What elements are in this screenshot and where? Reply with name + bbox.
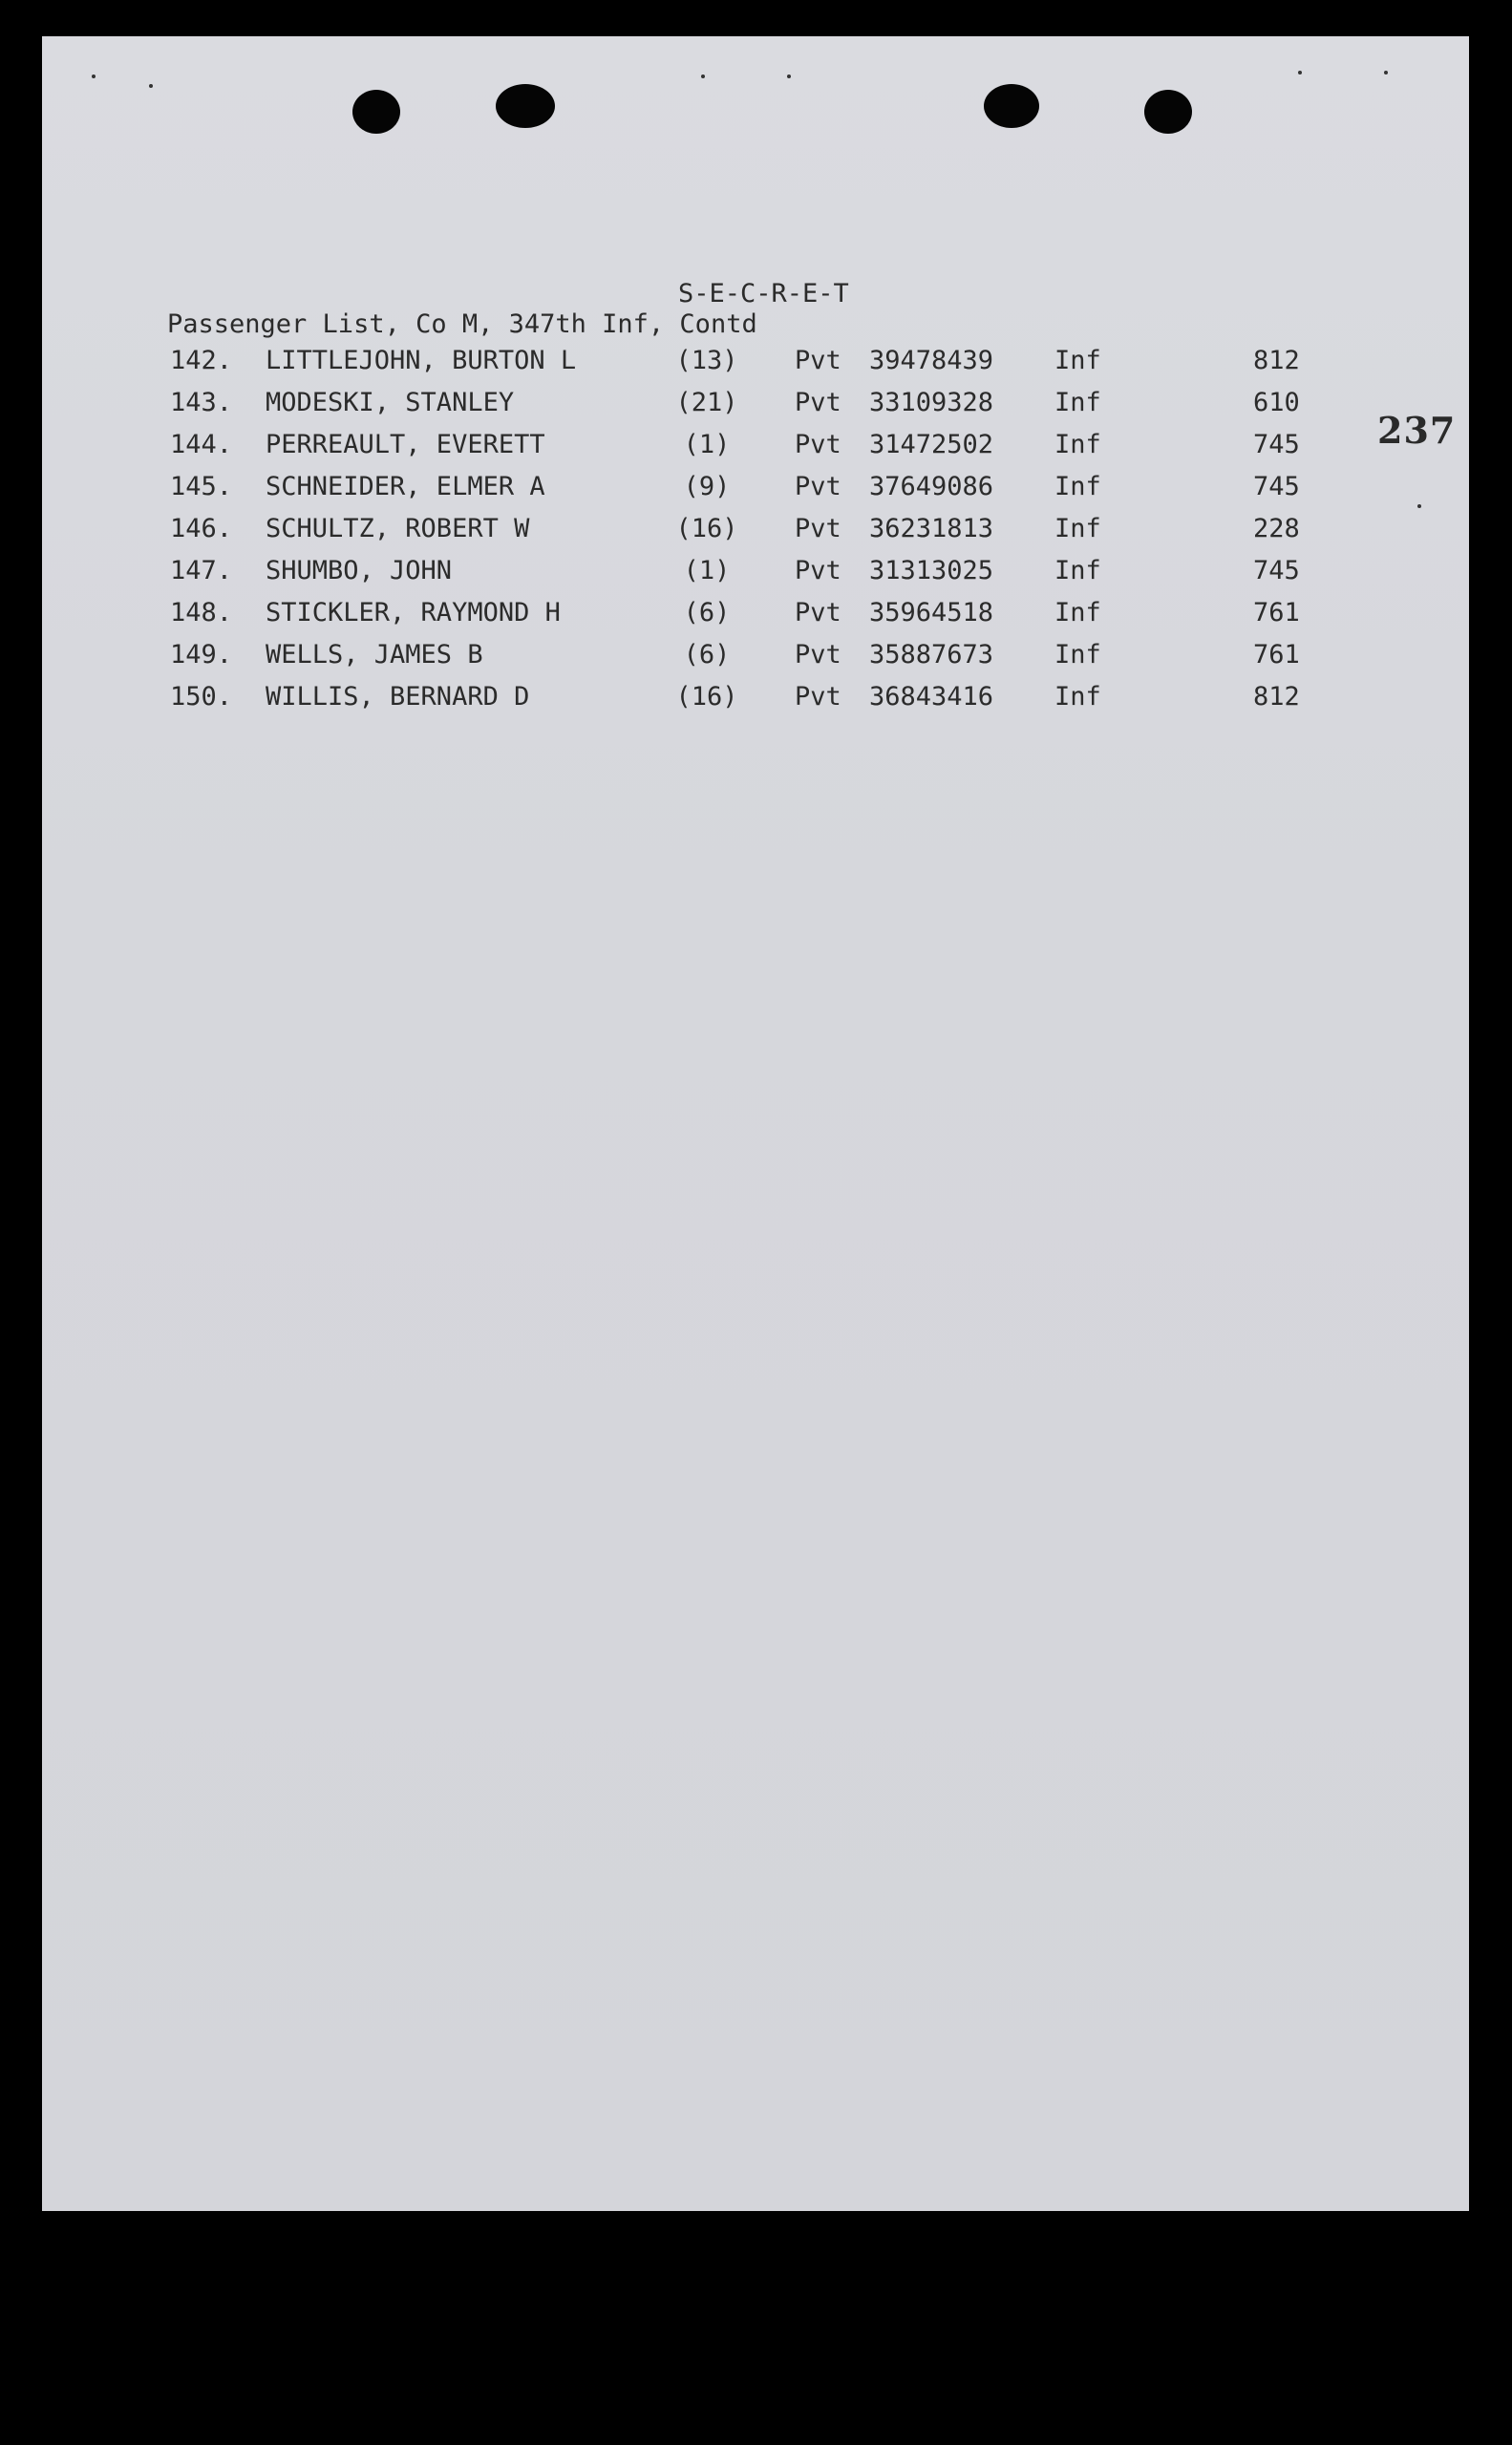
arm-of-service: Inf: [1054, 556, 1101, 585]
soldier-name: SCHULTZ, ROBERT W: [266, 514, 530, 543]
mos-code: 610: [1253, 388, 1300, 417]
soldier-name: WILLIS, BERNARD D: [266, 682, 530, 712]
mos-code: 812: [1253, 346, 1300, 375]
list-item: [0, 472, 1337, 510]
mos-code: 761: [1253, 640, 1300, 670]
entry-number: 145.: [170, 472, 233, 501]
list-item: [0, 514, 1337, 552]
group-number: (1): [683, 556, 731, 585]
mos-code: 812: [1253, 682, 1300, 712]
soldier-name: SCHNEIDER, ELMER A: [266, 472, 545, 501]
serial-number: 31313025: [869, 556, 994, 585]
serial-number: 36843416: [869, 682, 994, 712]
group-number: (16): [675, 682, 738, 712]
mos-code: 228: [1253, 514, 1300, 543]
entry-number: 149.: [170, 640, 233, 670]
list-item: [0, 682, 1337, 720]
mos-code: 745: [1253, 472, 1300, 501]
paper-speck: [1417, 504, 1421, 508]
list-item: [0, 346, 1337, 384]
arm-of-service: Inf: [1054, 682, 1101, 712]
punch-hole: [352, 90, 400, 134]
list-item: [0, 430, 1337, 468]
serial-number: 39478439: [869, 346, 994, 375]
soldier-name: LITTLEJOHN, BURTON L: [266, 346, 577, 375]
mos-code: 745: [1253, 556, 1300, 585]
serial-number: 35887673: [869, 640, 994, 670]
entry-number: 143.: [170, 388, 233, 417]
entry-number: 150.: [170, 682, 233, 712]
entry-number: 144.: [170, 430, 233, 459]
mos-code: 745: [1253, 430, 1300, 459]
grade: Pvt: [795, 640, 841, 670]
grade: Pvt: [795, 682, 841, 712]
page-number: 237: [1377, 409, 1457, 452]
serial-number: 37649086: [869, 472, 994, 501]
group-number: (9): [683, 472, 731, 501]
arm-of-service: Inf: [1054, 514, 1101, 543]
paper-speck: [92, 74, 96, 78]
arm-of-service: Inf: [1054, 472, 1101, 501]
grade: Pvt: [795, 388, 841, 417]
grade: Pvt: [795, 472, 841, 501]
group-number: (21): [675, 388, 738, 417]
soldier-name: PERREAULT, EVERETT: [266, 430, 545, 459]
soldier-name: SHUMBO, JOHN: [266, 556, 453, 585]
list-heading: Passenger List, Co M, 347th Inf, Contd: [167, 309, 757, 339]
soldier-name: MODESKI, STANLEY: [266, 388, 515, 417]
list-item: [0, 556, 1337, 594]
arm-of-service: Inf: [1054, 346, 1101, 375]
soldier-name: STICKLER, RAYMOND H: [266, 598, 561, 627]
serial-number: 31472502: [869, 430, 994, 459]
grade: Pvt: [795, 598, 841, 627]
punch-hole: [984, 84, 1039, 128]
grade: Pvt: [795, 430, 841, 459]
serial-number: 36231813: [869, 514, 994, 543]
paper-speck: [701, 74, 705, 78]
punch-hole: [1144, 90, 1192, 134]
paper-speck: [787, 74, 791, 78]
mos-code: 761: [1253, 598, 1300, 627]
list-item: [0, 640, 1337, 678]
entry-number: 148.: [170, 598, 233, 627]
list-item: [0, 388, 1337, 426]
list-item: [0, 598, 1337, 636]
group-number: (13): [675, 346, 738, 375]
group-number: (6): [683, 640, 731, 670]
serial-number: 35964518: [869, 598, 994, 627]
arm-of-service: Inf: [1054, 640, 1101, 670]
paper-speck: [1384, 71, 1388, 74]
group-number: (16): [675, 514, 738, 543]
paper-speck: [149, 84, 153, 88]
entry-number: 146.: [170, 514, 233, 543]
arm-of-service: Inf: [1054, 388, 1101, 417]
arm-of-service: Inf: [1054, 430, 1101, 459]
arm-of-service: Inf: [1054, 598, 1101, 627]
grade: Pvt: [795, 346, 841, 375]
group-number: (6): [683, 598, 731, 627]
serial-number: 33109328: [869, 388, 994, 417]
soldier-name: WELLS, JAMES B: [266, 640, 483, 670]
classification-marking: S-E-C-R-E-T: [678, 279, 849, 308]
entry-number: 142.: [170, 346, 233, 375]
group-number: (1): [683, 430, 731, 459]
paper-speck: [1298, 71, 1302, 74]
entry-number: 147.: [170, 556, 233, 585]
grade: Pvt: [795, 514, 841, 543]
grade: Pvt: [795, 556, 841, 585]
punch-hole: [496, 84, 555, 128]
